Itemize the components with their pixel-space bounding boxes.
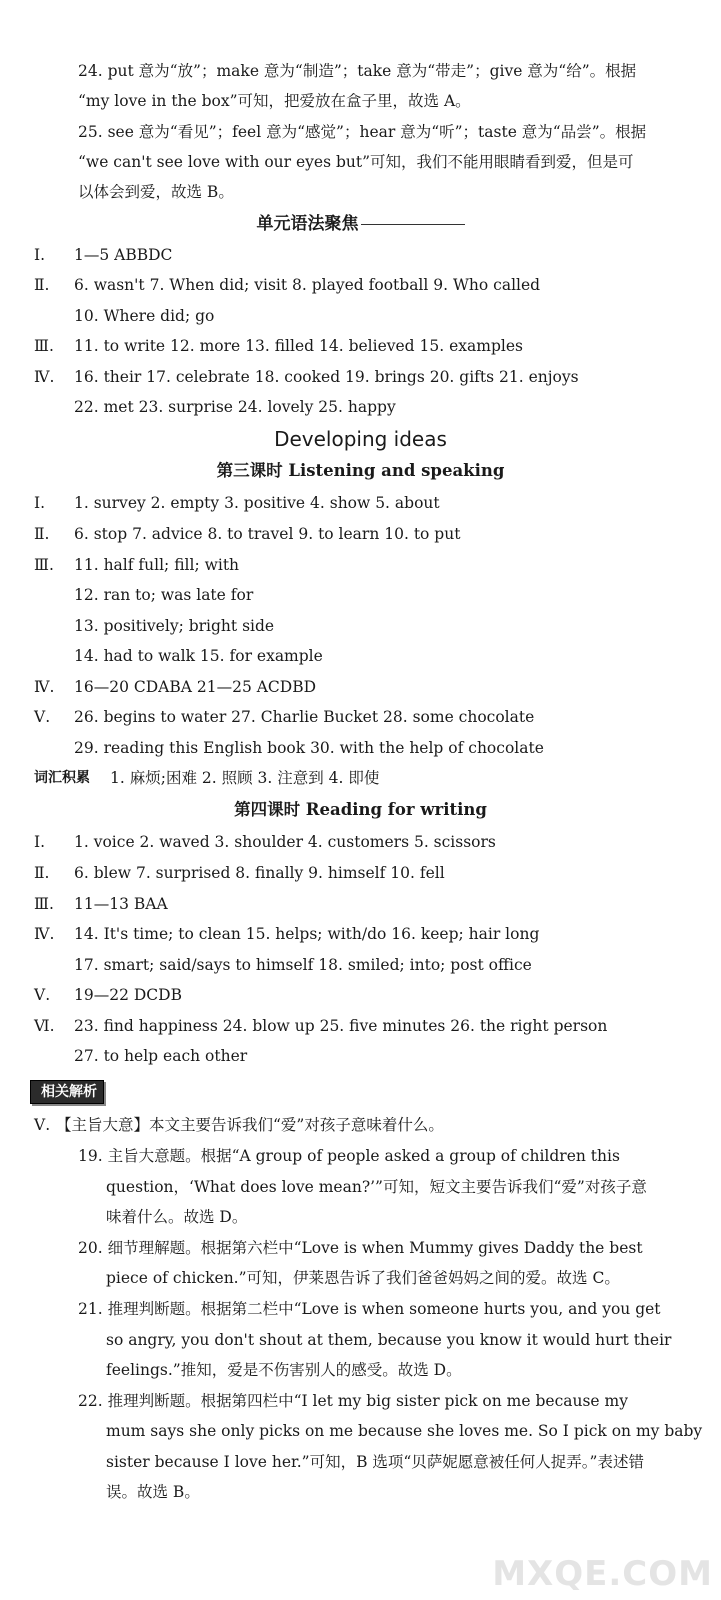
lesson3-row-1: Ⅰ. 1. survey 2. empty 3. positive 4. show 5. about — [34, 494, 440, 512]
analysis-22-line4: 误。故选 B。 — [106, 1483, 200, 1501]
lesson4-heading: 第四课时 Reading for writing — [234, 800, 487, 819]
lesson4-row-6b: 27. to help each other — [74, 1047, 248, 1065]
grammar-row-4: Ⅳ. 16. their 17. celebrate 18. cooked 19. brings 20. gifts 21. enjoys — [34, 368, 579, 386]
grammar-row-2: Ⅱ. 6. wasn't 7. When did; visit 8. played football 9. Who called — [34, 276, 541, 294]
vocab-row: 词汇积累 1. 麻烦;困难 2. 照顾 3. 注意到 4. 即使 — [34, 769, 380, 787]
lesson3-row-3b: 12. ran to; was late for — [74, 586, 254, 604]
lesson4-row-1: Ⅰ. 1. voice 2. waved 3. shoulder 4. customers 5. scissors — [34, 833, 496, 851]
analysis-19-line1: 19. 主旨大意题。根据“A group of people asked a group of children this — [78, 1147, 620, 1165]
explanation-25-line2: “we can't see love with our eyes but”可知，我们不能用眼睛看到爱，但是可 — [78, 153, 634, 171]
analysis-tag: 相关解析 — [30, 1080, 104, 1104]
analysis-21-line3: feelings.”推知，爱是不伤害别人的感受。故选 D。 — [106, 1361, 462, 1379]
lesson3-row-2: Ⅱ. 6. stop 7. advice 8. to travel 9. to learn 10. to put — [34, 525, 461, 543]
grammar-row-4b: 22. met 23. surprise 24. lovely 25. happy — [74, 398, 396, 416]
lesson3-row-3d: 14. had to walk 15. for example — [74, 647, 323, 665]
developing-ideas-heading: Developing ideas — [274, 427, 447, 451]
grammar-row-1: Ⅰ. 1—5 ABBDC — [34, 246, 173, 264]
analysis-main-idea: Ⅴ. 【主旨大意】本文主要告诉我们“爱”对孩子意味着什么。 — [34, 1116, 444, 1134]
explanation-25-line3: 以体会到爱，故选 B。 — [78, 183, 234, 201]
analysis-22-line1: 22. 推理判断题。根据第四栏中“I let my big sister pick on me because my — [78, 1392, 628, 1410]
heading-underline — [361, 224, 465, 225]
analysis-19-line3: 味着什么。故选 D。 — [106, 1208, 248, 1226]
lesson4-row-3: Ⅲ. 11—13 BAA — [34, 895, 168, 913]
explanation-24-line1: 24. put 意为“放”；make 意为“制造”；take 意为“带走”；give 意为“给”。根据 — [78, 62, 637, 80]
explanation-24-line2: “my love in the box”可知，把爱放在盒子里，故选 A。 — [78, 92, 471, 110]
lesson4-row-4b: 17. smart; said/says to himself 18. smiled; into; post office — [74, 956, 532, 974]
lesson3-heading: 第三课时 Listening and speaking — [216, 461, 505, 480]
grammar-row-2b: 10. Where did; go — [74, 307, 215, 325]
watermark: MXQE.COM — [492, 1554, 713, 1594]
analysis-20-line2: piece of chicken.”可知，伊莱恩告诉了我们爸爸妈妈之间的爱。故选 C。 — [106, 1269, 620, 1287]
analysis-19-line2: question，‘What does love mean?’”可知，短文主要告诉我们“爱”对孩子意 — [106, 1178, 647, 1196]
grammar-row-3: Ⅲ. 11. to write 12. more 13. filled 14. believed 15. examples — [34, 337, 523, 355]
analysis-20-line1: 20. 细节理解题。根据第六栏中“Love is when Mummy gives Daddy the best — [78, 1239, 643, 1257]
grammar-heading: 单元语法聚焦 — [0, 209, 721, 239]
lesson4-row-4: Ⅳ. 14. It's time; to clean 15. helps; with/do 16. keep; hair long — [34, 925, 540, 943]
lesson3-row-5b: 29. reading this English book 30. with the help of chocolate — [74, 739, 544, 757]
lesson4-row-6: Ⅵ. 23. find happiness 24. blow up 25. five minutes 26. the right person — [34, 1017, 608, 1035]
explanation-25-line1: 25. see 意为“看见”；feel 意为“感觉”；hear 意为“听”；taste 意为“品尝”。根据 — [78, 123, 647, 141]
analysis-22-line2: mum says she only picks on me because she loves me. So I pick on my baby — [106, 1422, 703, 1440]
lesson3-row-4: Ⅳ. 16—20 CDABA 21—25 ACDBD — [34, 678, 317, 696]
lesson3-row-3c: 13. positively; bright side — [74, 617, 275, 635]
analysis-21-line1: 21. 推理判断题。根据第二栏中“Love is when someone hurts you, and you get — [78, 1300, 661, 1318]
analysis-21-line2: so angry, you don't shout at them, because you know it would hurt their — [106, 1331, 672, 1349]
analysis-22-line3: sister because I love her.”可知，B 选项“贝萨妮愿意被任何人捉弄。”表述错 — [106, 1453, 644, 1471]
lesson4-row-2: Ⅱ. 6. blew 7. surprised 8. finally 9. himself 10. fell — [34, 864, 445, 882]
lesson3-row-5: Ⅴ. 26. begins to water 27. Charlie Bucket 28. some chocolate — [34, 708, 535, 726]
lesson4-row-5: Ⅴ. 19—22 DCDB — [34, 986, 182, 1004]
lesson3-row-3: Ⅲ. 11. half full; fill; with — [34, 556, 240, 574]
